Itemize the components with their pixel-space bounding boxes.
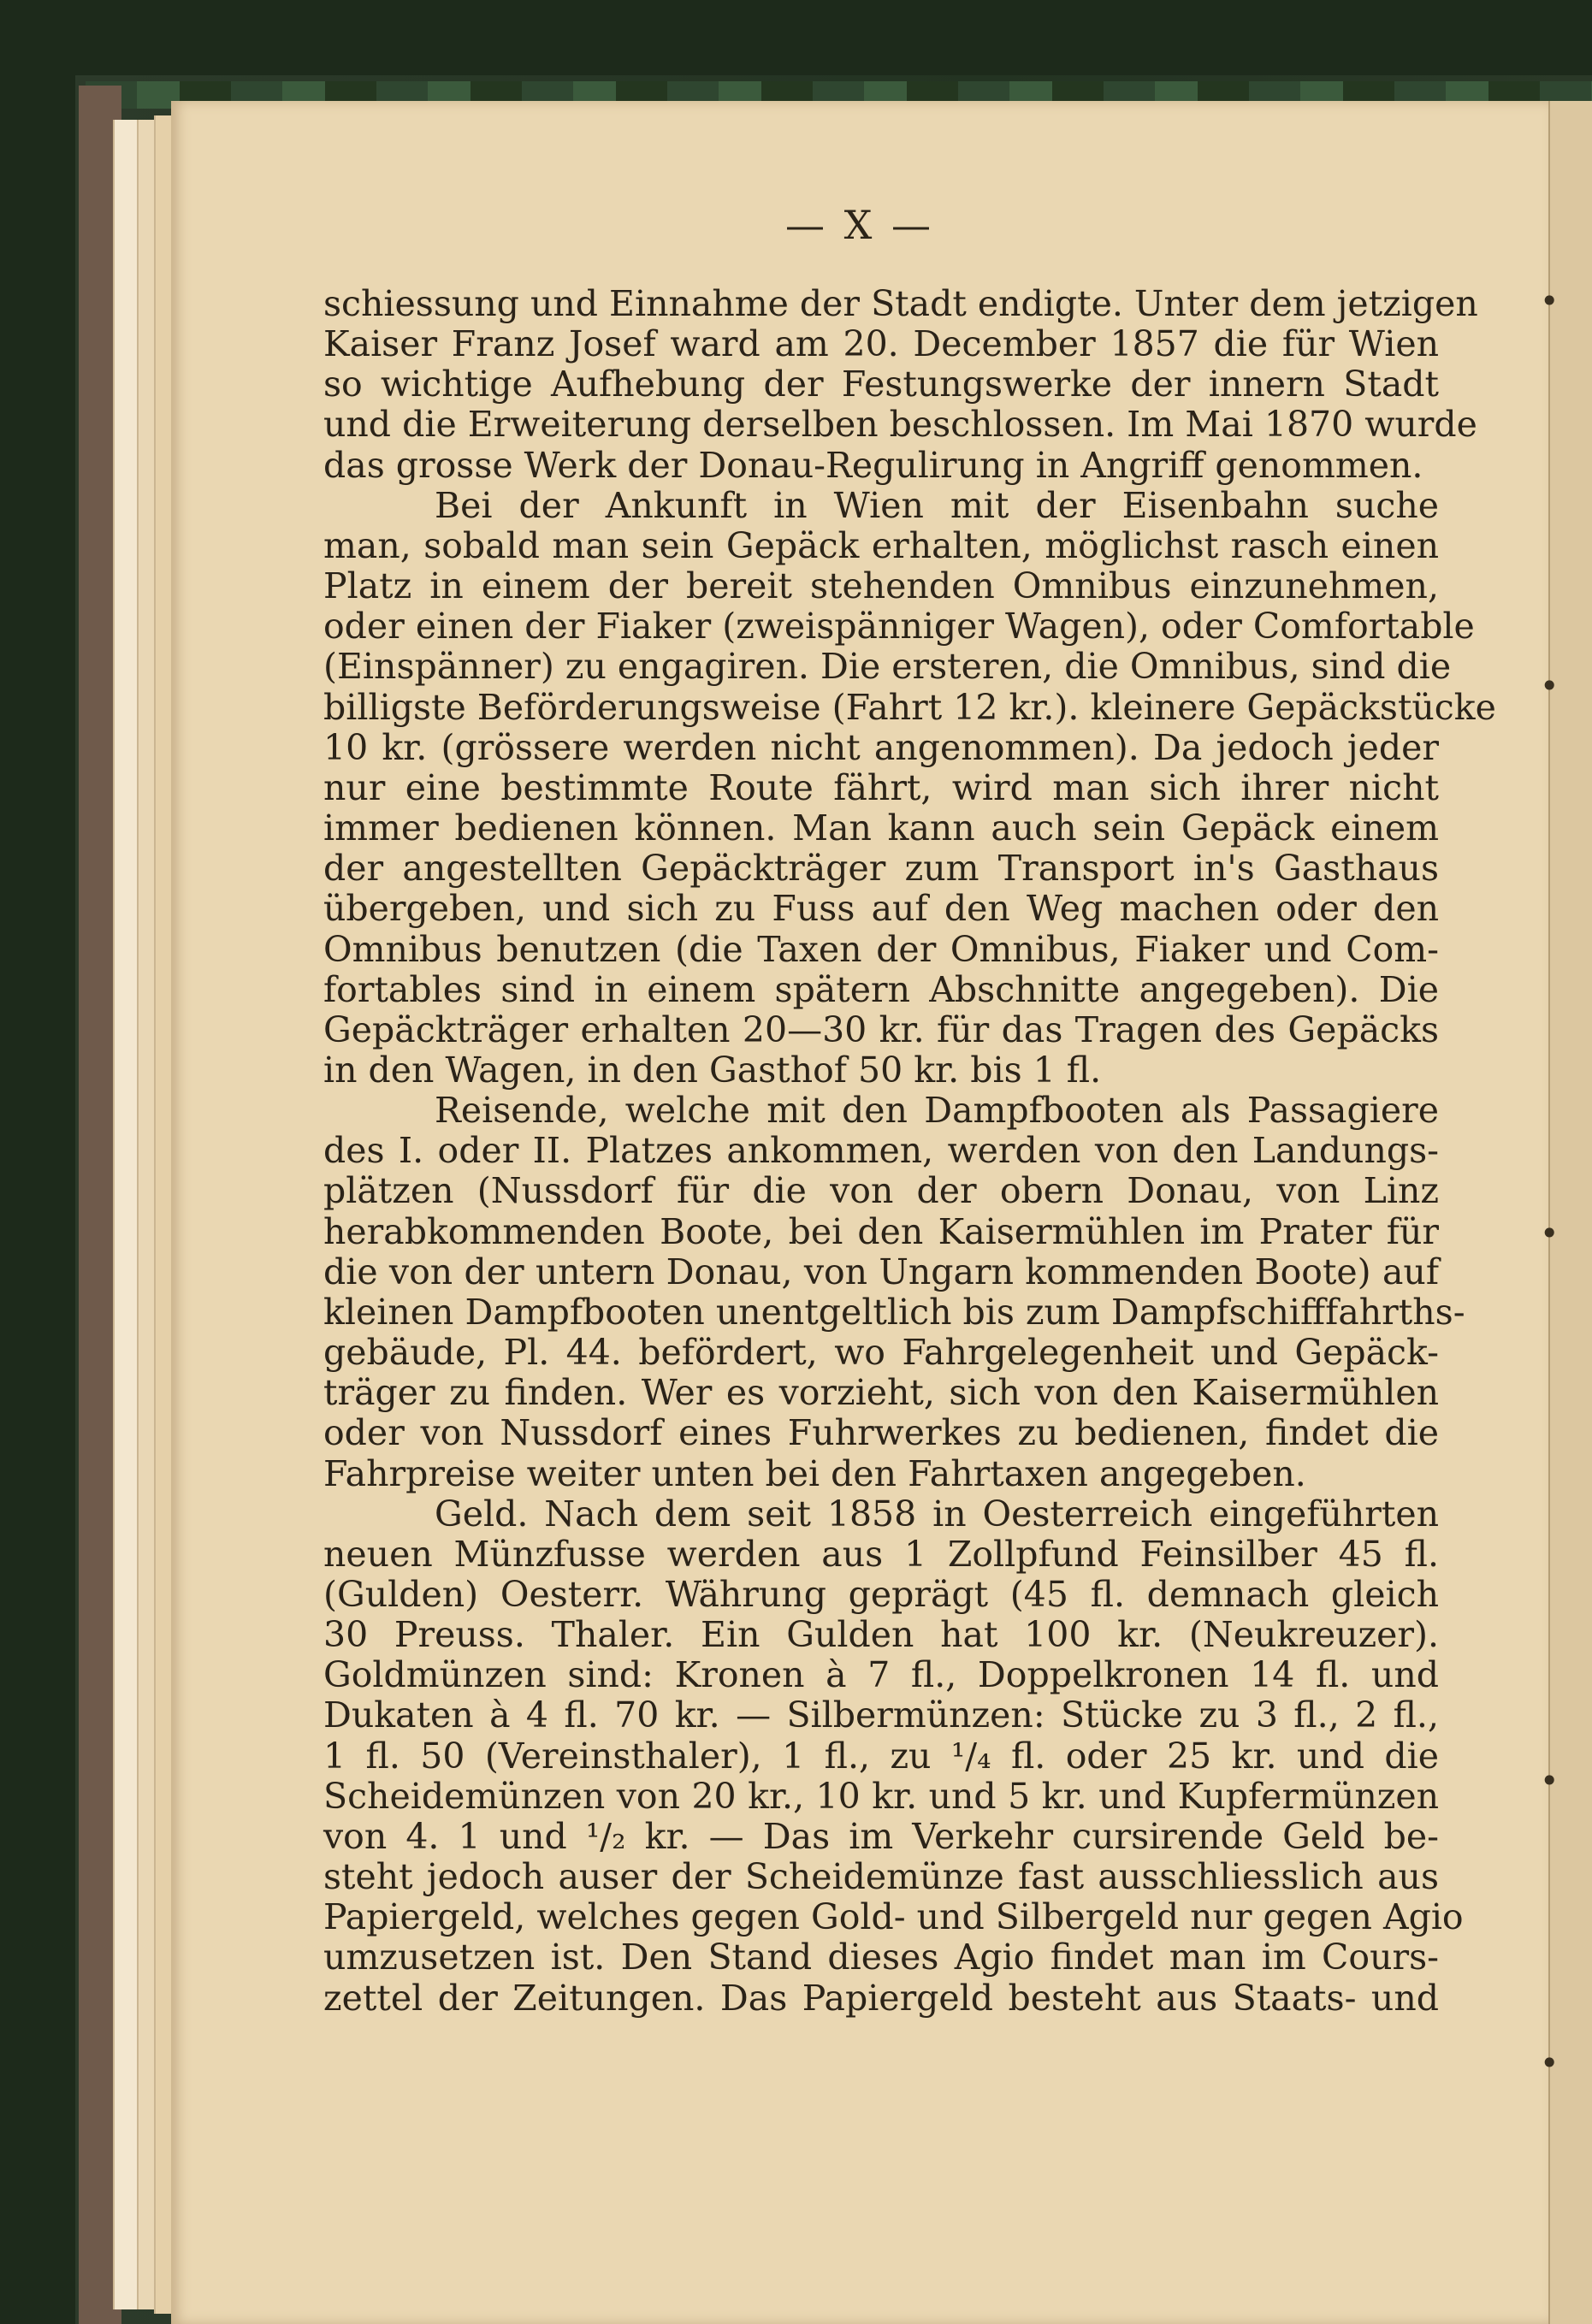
edge-mark: • [1540, 282, 1559, 320]
text-line: (Gulden) Oesterr. Währung geprägt (45 fl. demnach gleich [323, 1574, 1439, 1615]
text-line: in den Wagen, in den Gasthof 50 kr. bis 1 fl. [323, 1049, 1102, 1091]
paragraph-start-line: Bei der Ankunft in Wien mit der Eisenbahn suche [435, 484, 1439, 526]
paragraph-start-line: Geld. Nach dem seit 1858 in Oesterreich eingeführten [435, 1493, 1439, 1535]
text-line: herabkommenden Boote, bei den Kaisermühlen im Prater für [323, 1210, 1439, 1252]
text-line: von 4. 1 und ¹/₂ kr. — Das im Verkehr cursirende Geld be- [323, 1815, 1439, 1857]
text-line: Scheidemünzen von 20 kr., 10 kr. und 5 kr. und Kupfermünzen [323, 1775, 1439, 1817]
text-line: träger zu finden. Wer es vorzieht, sich von den Kaisermühlen [323, 1372, 1439, 1414]
text-line: die von der untern Donau, von Ungarn kommenden Boote) auf [323, 1251, 1439, 1292]
text-line: steht jedoch auser der Scheidemünze fast ausschliesslich aus [323, 1856, 1439, 1898]
text-line: oder einen der Fiaker (zweispänniger Wagen), oder Comfortable [323, 606, 1475, 648]
text-line: immer bedienen können. Man kann auch sein Gepäck einem [323, 807, 1439, 849]
page-number-header: — X — [785, 202, 934, 248]
text-line: 10 kr. (grössere werden nicht angenommen). Da jedoch jeder [323, 726, 1439, 768]
text-line: billigste Beförderungsweise (Fahrt 12 kr.). kleinere Gepäckstücke [323, 686, 1496, 728]
text-line: oder von Nussdorf eines Fuhrwerkes zu bedienen, findet die [323, 1412, 1439, 1454]
text-line: zettel der Zeitungen. Das Papiergeld besteht aus Staats- und [323, 1977, 1439, 2019]
page-body [323, 283, 1496, 2019]
next-page-edge [1548, 101, 1592, 2324]
text-line: Papiergeld, welches gegen Gold- und Silbergeld nur gegen Agio [323, 1896, 1464, 1938]
text-line: Platz in einem der bereit stehenden Omnibus einzunehmen, [323, 565, 1439, 607]
edge-mark: • [1540, 1762, 1559, 1800]
text-line: (Einspänner) zu engagiren. Die ersteren, die Omnibus, sind die [323, 646, 1452, 688]
text-line: schiessung und Einnahme der Stadt endigte. Unter dem jetzigen [323, 283, 1478, 324]
edge-mark: • [1540, 667, 1559, 705]
text-line: Dukaten à 4 fl. 70 kr. — Silbermünzen: Stücke zu 3 fl., 2 fl., [323, 1694, 1439, 1736]
text-line: 30 Preuss. Thaler. Ein Gulden hat 100 kr. (Neukreuzer). [323, 1614, 1439, 1656]
text-line: und die Erweiterung derselben beschlossen. Im Mai 1870 wurde [323, 404, 1477, 446]
text-line: Goldmünzen sind: Kronen à 7 fl., Doppelkronen 14 fl. und [323, 1654, 1439, 1696]
text-line: Omnibus benutzen (die Taxen der Omnibus, Fiaker und Com- [323, 928, 1439, 970]
text-line: so wichtige Aufhebung der Festungswerke der innern Stadt [323, 364, 1439, 405]
text-line: übergeben, und sich zu Fuss auf den Weg machen oder den [323, 888, 1439, 930]
text-line: man, sobald man sein Gepäck erhalten, möglichst rasch einen [323, 524, 1439, 566]
text-line: fortables sind in einem spätern Abschnitte angegeben). Die [323, 968, 1439, 1010]
text-line: umzusetzen ist. Den Stand dieses Agio findet man im Cours- [323, 1937, 1439, 1978]
text-line: Gepäckträger erhalten 20—30 kr. für das Tragen des Gepäcks [323, 1008, 1439, 1050]
text-line: kleinen Dampfbooten unentgeltlich bis zum Dampfschifffahrths- [323, 1291, 1465, 1333]
text-line: plätzen (Nussdorf für die von der obern Donau, von Linz [323, 1170, 1439, 1212]
text-line: des I. oder II. Platzes ankommen, werden von den Landungs- [323, 1130, 1439, 1172]
paragraph-start-line: Reisende, welche mit den Dampfbooten als Passagiere [435, 1090, 1439, 1132]
text-line: Fahrpreise weiter unten bei den Fahrtaxen angegeben. [323, 1452, 1306, 1494]
text-line: 1 fl. 50 (Vereinsthaler), 1 fl., zu ¹/₄ fl. oder 25 kr. und die [323, 1735, 1439, 1777]
text-line: das grosse Werk der Donau-Regulirung in Angriff genommen. [323, 444, 1423, 486]
text-line: neuen Münzfusse werden aus 1 Zollpfund Feinsilber 45 fl. [323, 1533, 1439, 1575]
text-line: nur eine bestimmte Route fährt, wird man sich ihrer nicht [323, 766, 1439, 808]
edge-mark: • [1540, 1215, 1559, 1252]
text-line: Kaiser Franz Josef ward am 20. December 1857 die für Wien [323, 323, 1439, 365]
edge-mark: • [1540, 2044, 1559, 2082]
text-line: der angestellten Gepäckträger zum Transport in's Gasthaus [323, 848, 1439, 890]
text-line: gebäude, Pl. 44. befördert, wo Fahrgelegenheit und Gepäck- [323, 1332, 1439, 1374]
